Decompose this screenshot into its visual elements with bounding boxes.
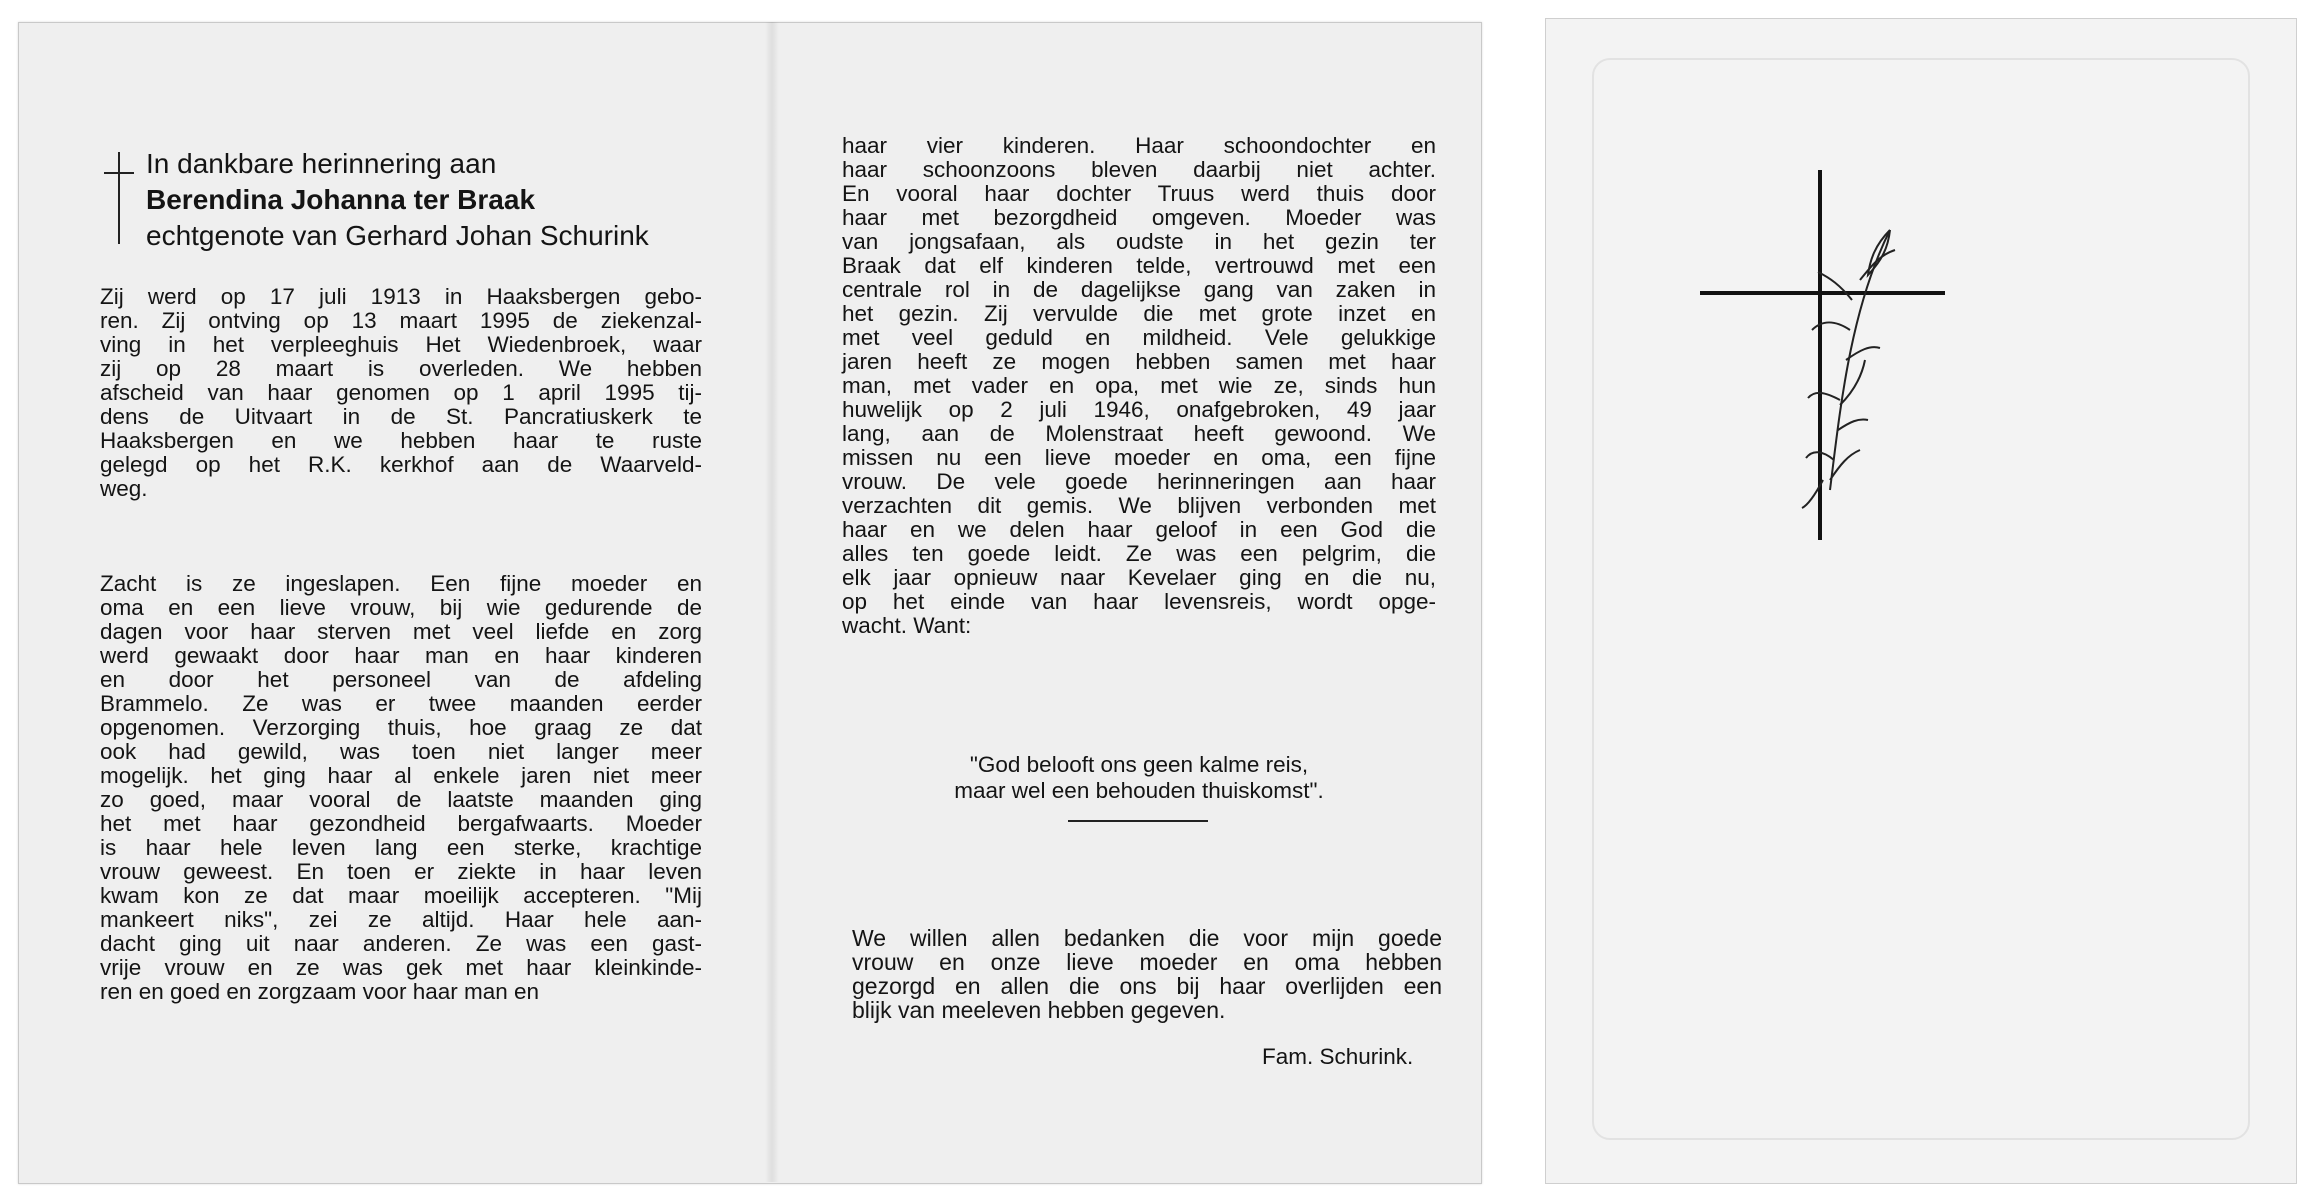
text-line: missen nu een lieve moeder en oma, een fijne <box>842 445 1436 470</box>
text-line: op het einde van haar levensreis, wordt opge- <box>842 589 1436 614</box>
text-line: het gezin. Zij vervulde die met grote inzet en <box>842 301 1436 326</box>
small-cross-icon <box>104 152 134 244</box>
text-line: haar schoonzoons bleven daarbij niet achter. <box>842 157 1436 182</box>
card-heading <box>146 146 649 254</box>
text-line: Zij werd op 17 juli 1913 in Haaksbergen gebo- <box>100 284 702 309</box>
text-line: dacht ging uit naar anderen. Ze was een gast- <box>100 931 702 956</box>
text-line: gezorgd en allen die ons bij haar overlijden een <box>852 973 1442 999</box>
text-line: huwelijk op 2 juli 1946, onafgebroken, 49 jaar <box>842 397 1436 422</box>
quote-line: "God belooft ons geen kalme reis, <box>969 752 1309 777</box>
text-line: vrouw. De vele goede herinneringen aan haar <box>842 469 1436 494</box>
text-line: En vooral haar dochter Truus werd thuis door <box>842 181 1436 206</box>
text-line: wacht. Want: <box>842 613 972 638</box>
text-line: van jongsafaan, als oudste in het gezin ter <box>842 229 1436 254</box>
signature: Fam. Schurink. <box>1262 1044 1414 1069</box>
text-line: oma en een lieve vrouw, bij wie gedurende de <box>100 595 702 620</box>
text-line: Brammelo. Ze was er twee maanden eerder <box>100 691 702 716</box>
text-line: dens de Uitvaart in de St. Pancratiuskerk te <box>100 404 702 429</box>
text-line: afscheid van haar genomen op 1 april 1995 tij- <box>100 380 702 405</box>
text-line: dagen voor haar sterven met veel liefde en zorg <box>100 619 702 644</box>
paragraph-biography <box>100 285 702 501</box>
text-line: mogelijk. het ging haar al enkele jaren niet meer <box>100 763 702 788</box>
text-line: lang, aan de Molenstraat heeft gewoond. We <box>842 421 1436 446</box>
text-line: haar en we delen haar geloof in een God die <box>842 517 1436 542</box>
text-line: jaren heeft ze mogen hebben samen met haar <box>842 349 1436 374</box>
text-line: is haar hele leven lang een sterke, krachtige <box>100 835 702 860</box>
text-line: weg. <box>100 476 148 501</box>
heading-intro: In dankbare herinnering aan <box>146 148 497 179</box>
text-line: haar met bezorgdheid omgeven. Moeder was <box>842 205 1436 230</box>
text-line: mankeert niks", zei ze altijd. Haar hele aan- <box>100 907 702 932</box>
text-line: ren en goed en zorgzaam voor haar man en <box>100 979 540 1004</box>
quote-line: maar wel een behouden thuiskomst". <box>954 778 1324 803</box>
text-line: ook had gewild, was toen niet langer meer <box>100 739 702 764</box>
text-line: vrouw geweest. En toen er ziekte in haar leven <box>100 859 702 884</box>
text-line: werd gewaakt door haar man en haar kinderen <box>100 643 702 668</box>
text-line: alles ten goede leidt. Ze was een pelgrim, die <box>842 541 1436 566</box>
divider <box>1068 820 1208 822</box>
text-line: zo goed, maar vooral de laatste maanden ging <box>100 787 702 812</box>
text-line: zij op 28 maart is overleden. We hebben <box>100 356 702 381</box>
paragraph-remembrance <box>100 572 702 1004</box>
heading-spouse: echtgenote van Gerhard Johan Schurink <box>146 220 649 251</box>
text-line: kwam kon ze dat maar moeilijk accepteren. "Mij <box>100 883 702 908</box>
card-fold <box>765 22 779 1182</box>
text-line: Braak dat elf kinderen telde, vertrouwd met een <box>842 253 1436 278</box>
text-line: haar vier kinderen. Haar schoondochter en <box>842 133 1436 158</box>
paragraph-continuation <box>842 134 1436 638</box>
text-line: vrouw en onze lieve moeder en oma hebben <box>852 949 1442 975</box>
text-line: ving in het verpleeghuis Het Wiedenbroek, waar <box>100 332 702 357</box>
text-line: opgenomen. Verzorging thuis, hoe graag ze dat <box>100 715 702 740</box>
text-line: elk jaar opnieuw naar Kevelaer ging en die nu, <box>842 565 1436 590</box>
text-line: blijk van meeleven hebben gegeven. <box>852 997 1226 1023</box>
text-line: het met haar gezondheid bergafwaarts. Moeder <box>100 811 702 836</box>
text-line: We willen allen bedanken die voor mijn goede <box>852 925 1442 951</box>
thanks-paragraph <box>852 926 1442 1022</box>
text-line: met veel geduld en mildheid. Vele gelukkige <box>842 325 1436 350</box>
text-line: en door het personeel van de afdeling <box>100 667 702 692</box>
text-line: gelegd op het R.K. kerkhof aan de Waarveld- <box>100 452 702 477</box>
text-line: vrije vrouw en ze was gek met haar kleinkinde- <box>100 955 702 980</box>
quote-block <box>842 752 1436 804</box>
text-line: Zacht is ze ingeslapen. Een fijne moeder en <box>100 571 702 596</box>
text-line: verzachten dit gemis. We blijven verbonden met <box>842 493 1436 518</box>
deceased-name: Berendina Johanna ter Braak <box>146 184 536 215</box>
text-line: ren. Zij ontving op 13 maart 1995 de ziekenzal- <box>100 308 702 333</box>
cross-with-palm-icon <box>1690 160 1950 550</box>
text-line: man, met vader en opa, met wie ze, sinds hun <box>842 373 1436 398</box>
text-line: centrale rol in de dagelijkse gang van zaken in <box>842 277 1436 302</box>
text-line: Haaksbergen en we hebben haar te ruste <box>100 428 702 453</box>
